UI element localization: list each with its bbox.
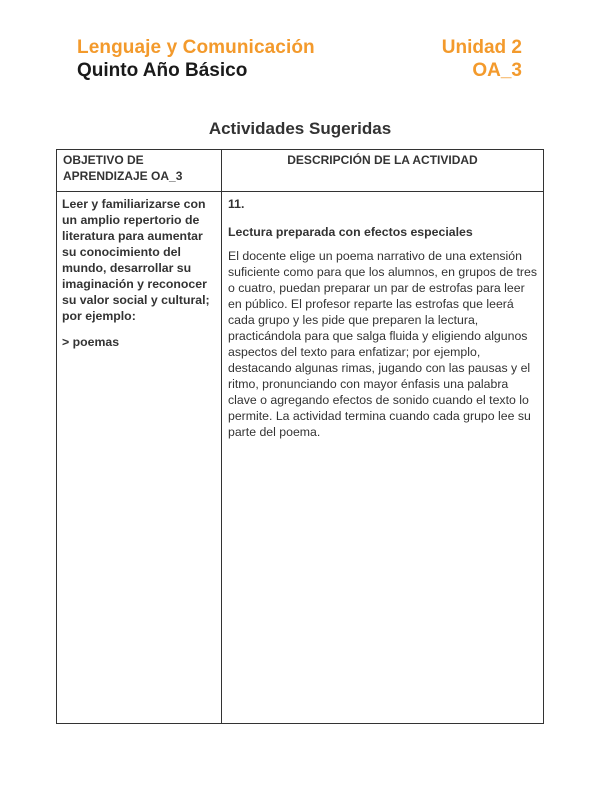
description-column-header: DESCRIPCIÓN DE LA ACTIVIDAD bbox=[222, 150, 544, 192]
description-cell bbox=[222, 192, 544, 724]
unit-title: Unidad 2 bbox=[441, 37, 522, 58]
table-row bbox=[57, 192, 544, 724]
activity-table bbox=[56, 149, 544, 724]
oa-title: OA_3 bbox=[472, 60, 522, 81]
header-right bbox=[442, 36, 522, 82]
objective-text: Leer y familiarizarse con un amplio repertorio de literatura para aumentar su conocimiento del mundo, desarrollar su imaginación y reconocer su valor social y cultural; por ejemplo: bbox=[62, 197, 210, 323]
table-header-row bbox=[57, 150, 544, 192]
grade-title: Quinto Año Básico bbox=[77, 60, 248, 81]
section-title: Actividades Sugeridas bbox=[208, 119, 392, 138]
activity-name: Lectura preparada con efectos especiales bbox=[228, 225, 473, 239]
objective-cell bbox=[57, 192, 222, 724]
header-left bbox=[77, 36, 315, 82]
objective-column-header: OBJETIVO DE APRENDIZAJE OA_3 bbox=[57, 150, 222, 192]
activity-description: El docente elige un poema narrativo de una extensión suficiente como para que los alumnos, en grupos de tres o cuatro, puedan preparar un par de estrofas para leer en público. El profesor reparte las estrofas que leerá cada grupo y les pide que preparen la lectura, practicándola para que salga fluida y eligiendo algunos aspectos del texto para enfatizar; por ejemplo, destacando algunas rimas, jugando con las pausas y el ritmo, pronunciando con mayor énfasis una palabra clave o agregando efectos de sonido cuando el texto lo permite. La actividad termina cuando cada grupo lee su parte del poema. bbox=[228, 249, 537, 439]
activity-number: 11. bbox=[228, 197, 245, 211]
objective-example: > poemas bbox=[62, 335, 120, 349]
subject-title: Lenguaje y Comunicación bbox=[77, 37, 315, 58]
